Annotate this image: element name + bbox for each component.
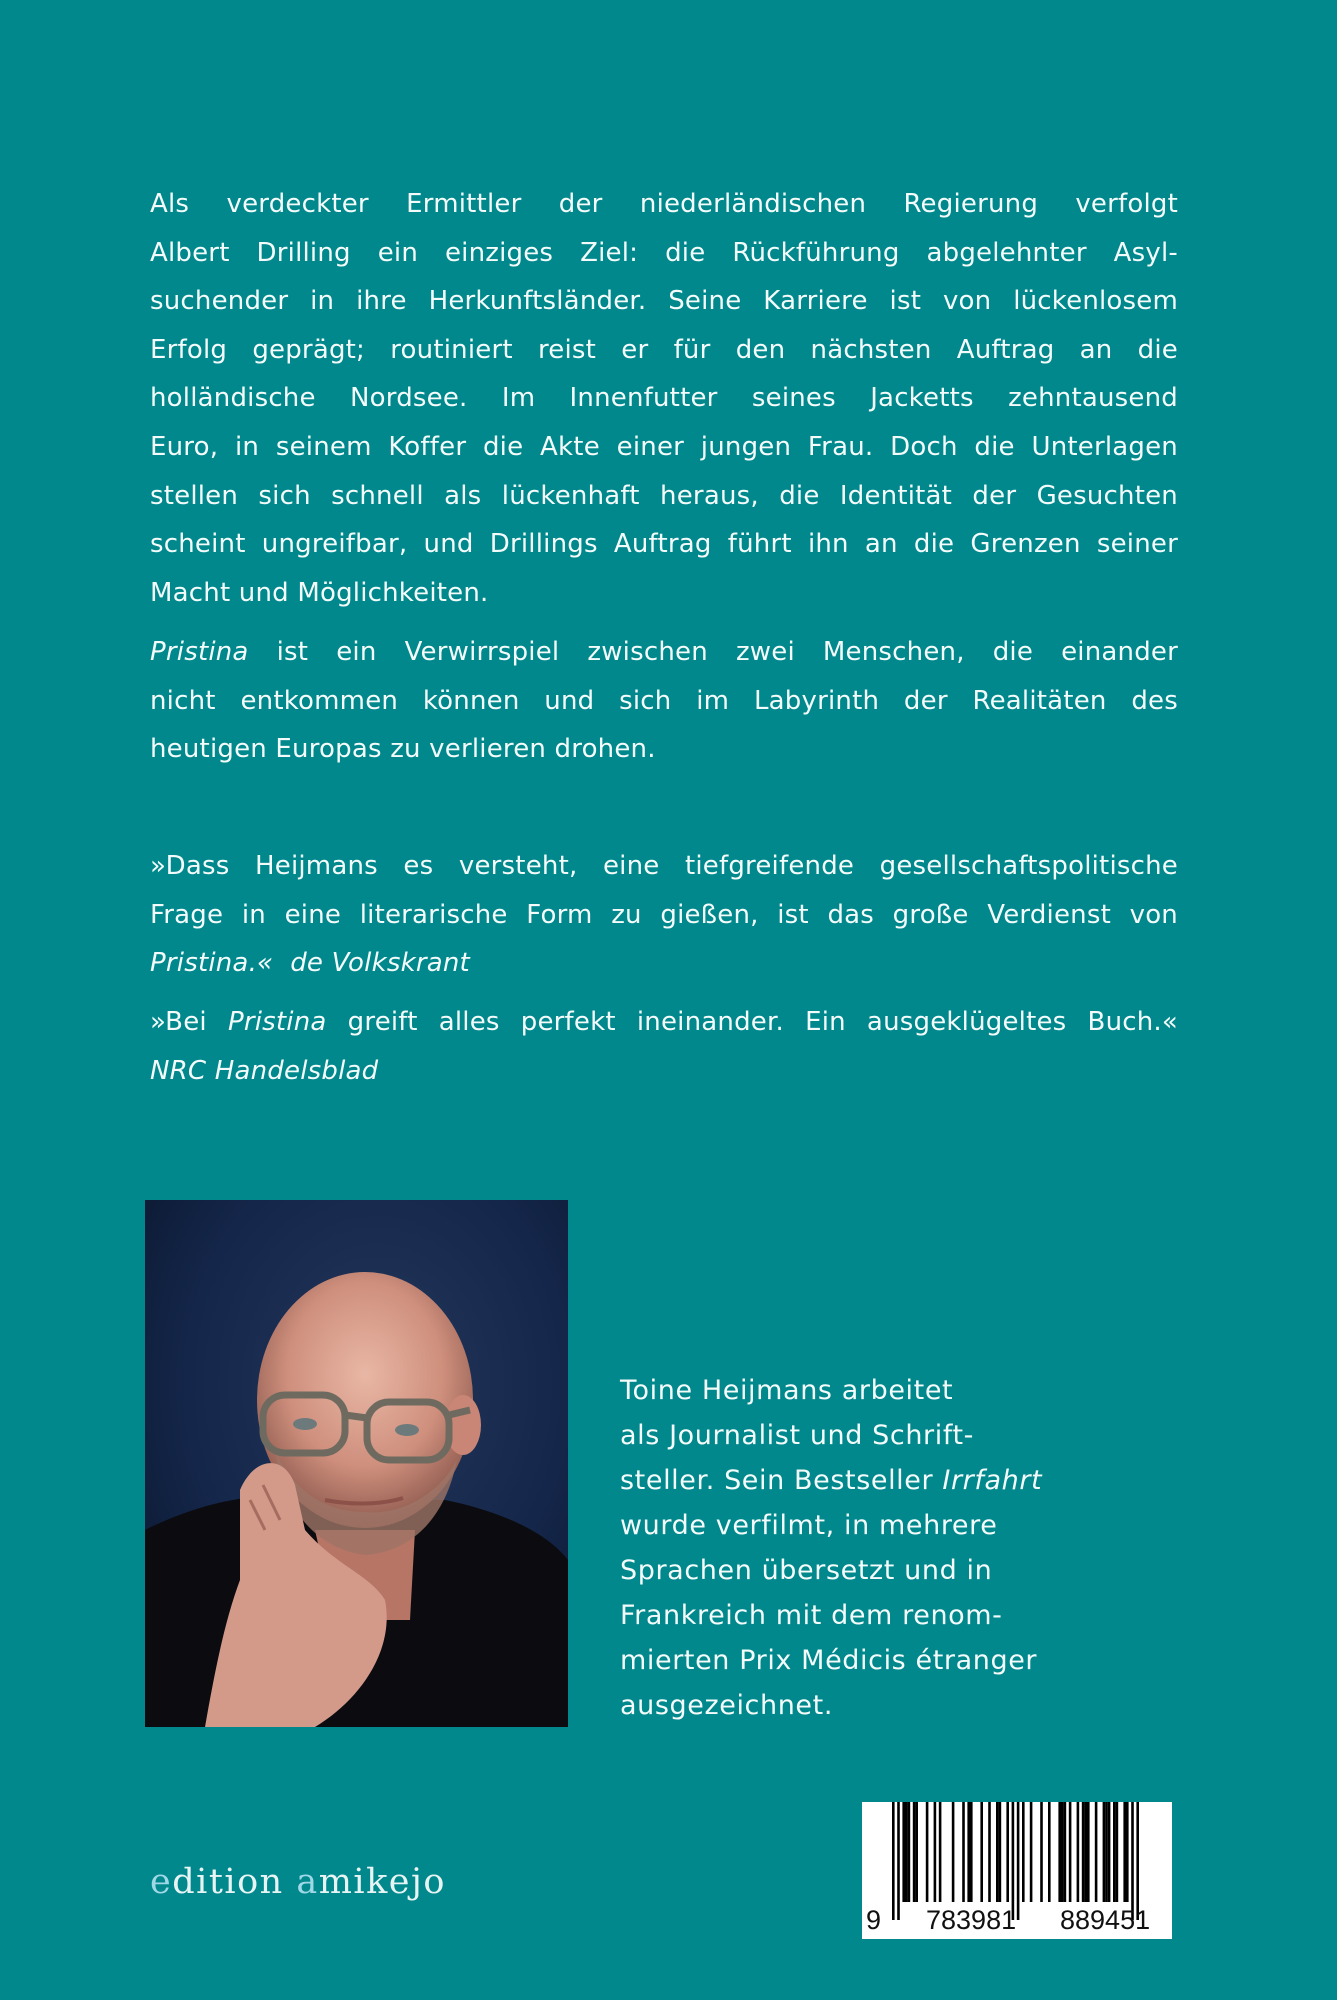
bio-line: Frankreich mit dem renom-: [620, 1600, 1003, 1631]
barcode-bar: [1022, 1802, 1025, 1902]
quote-source: NRC Handelsblad: [150, 1055, 379, 1086]
barcode-bar: [1084, 1802, 1087, 1902]
bio-line: als Journalist und Schrift-: [620, 1420, 975, 1451]
barcode-bar: [905, 1802, 908, 1902]
barcode-bar: [934, 1802, 937, 1902]
publisher-logo: edition amikejo: [150, 1862, 446, 1902]
summary-line: [150, 628, 1178, 677]
synopsis-paragraph: [150, 180, 1178, 617]
barcode-digit-first: 9: [866, 1905, 882, 1935]
summary-text: ist ein Verwirrspiel zwischen zwei Menschen, die einander: [248, 637, 1178, 667]
barcode-graphic: [862, 1802, 1172, 1939]
barcode-bar: [996, 1802, 999, 1902]
barcode-bar: [1058, 1802, 1061, 1902]
quote-line: Frage in eine literarische Form zu gießen, ist das große Verdienst von: [150, 899, 1178, 930]
summary-line: nicht entkommen können und sich im Labyrinth der Realitäten des: [150, 685, 1178, 716]
barcode-bar: [897, 1802, 900, 1920]
synopsis-summary: [150, 628, 1178, 774]
barcode-bar: [1113, 1802, 1116, 1902]
author-portrait-illustration: [145, 1200, 568, 1727]
barcode-bar: [1136, 1802, 1139, 1920]
quote-source: de Volkskrant: [290, 948, 470, 979]
synopsis-line: stellen sich schnell als lückenhaft heraus, die Identität der Gesuchten: [150, 480, 1178, 511]
synopsis-line: Erfolg geprägt; routiniert reist er für den nächsten Auftrag an die: [150, 334, 1178, 365]
barcode-bar: [902, 1802, 905, 1902]
barcode-bar: [1105, 1802, 1108, 1902]
summary-line: heutigen Europas zu verlieren drohen.: [150, 734, 656, 765]
barcode-bar: [1069, 1802, 1072, 1902]
barcode-bar: [939, 1802, 942, 1902]
book-title: Pristina: [150, 637, 249, 667]
barcode-bar: [1087, 1802, 1090, 1902]
bio-line: ausgezeichnet.: [620, 1690, 834, 1721]
barcode-bar: [892, 1802, 895, 1920]
quote-line: [150, 939, 1178, 988]
barcode-bar: [970, 1802, 973, 1902]
barcode-bar: [1064, 1802, 1067, 1902]
synopsis-line: Als verdeckter Ermittler der niederländischen Regierung verfolgt: [150, 189, 1178, 219]
synopsis-line: Albert Drilling ein einziges Ziel: die Rückführung abgelehnter Asyl-: [150, 237, 1178, 268]
synopsis-line: Macht und Möglichkeiten.: [150, 577, 489, 608]
bio-line: mierten Prix Médicis étranger: [620, 1645, 1038, 1676]
barcode-bar: [1126, 1802, 1129, 1902]
barcode-bar: [1012, 1802, 1015, 1920]
barcode-bar: [1108, 1802, 1111, 1902]
bio-line: steller. Sein Bestseller Irrfahrt: [620, 1465, 1043, 1496]
book-title: Pristina.«: [150, 948, 274, 979]
barcode-bar: [1006, 1802, 1009, 1902]
bio-line: Sprachen übersetzt und in: [620, 1555, 993, 1586]
barcode-bar: [1048, 1802, 1051, 1902]
barcode-bar: [1082, 1802, 1085, 1902]
synopsis-line: suchender in ihre Herkunftsländer. Seine Karriere ist von lückenlosem: [150, 286, 1178, 317]
quote-line: »Bei Pristina greift alles perfekt ineinander. Ein ausgeklügeltes Buch.«: [150, 1007, 1178, 1037]
barcode-bar: [988, 1802, 991, 1902]
book-title: Pristina: [227, 1007, 327, 1037]
barcode-bar: [926, 1802, 929, 1902]
isbn-barcode: [862, 1802, 1172, 1939]
barcode-digits-left: 783981: [926, 1905, 1017, 1935]
author-photo: [145, 1200, 568, 1727]
barcode-bar: [980, 1802, 983, 1902]
barcode-bar: [1131, 1802, 1134, 1920]
barcode-bar: [1017, 1802, 1020, 1920]
barcode-bar: [1116, 1802, 1119, 1902]
barcode-bar: [999, 1802, 1002, 1902]
barcode-digits-right: 889451: [1060, 1905, 1151, 1935]
barcode-bar: [1030, 1802, 1033, 1902]
barcode-bar: [1123, 1802, 1126, 1902]
barcode-bar: [908, 1802, 911, 1902]
barcode-bar: [1077, 1802, 1080, 1902]
bio-line: Toine Heijmans arbeitet: [620, 1375, 954, 1406]
press-quote-volkskrant: [150, 842, 1178, 988]
bio-line: wurde verfilmt, in mehrere: [620, 1510, 998, 1541]
synopsis-line: holländische Nordsee. Im Innenfutter seines Jacketts zehntausend: [150, 383, 1178, 414]
barcode-bar: [1040, 1802, 1043, 1902]
barcode-bar: [952, 1802, 955, 1902]
press-quote-nrc: [150, 998, 1178, 1095]
barcode-bar: [967, 1802, 970, 1902]
barcode-bar: [915, 1802, 918, 1902]
barcode-bar: [1095, 1802, 1098, 1902]
author-bio: [620, 1368, 1140, 1728]
synopsis-line: Euro, in seinem Koffer die Akte einer jungen Frau. Doch die Unterlagen: [150, 431, 1178, 462]
barcode-bar: [1103, 1802, 1106, 1902]
barcode-bar: [1061, 1802, 1064, 1902]
bestseller-title: Irrfahrt: [942, 1465, 1043, 1496]
barcode-bar: [962, 1802, 965, 1902]
synopsis-line: scheint ungreifbar, und Drillings Auftrag führt ihn an die Grenzen seiner: [150, 529, 1178, 560]
quote-line: »Dass Heijmans es versteht, eine tiefgreifende gesellschaftspolitische: [150, 851, 1178, 881]
barcode-bar: [913, 1802, 916, 1902]
